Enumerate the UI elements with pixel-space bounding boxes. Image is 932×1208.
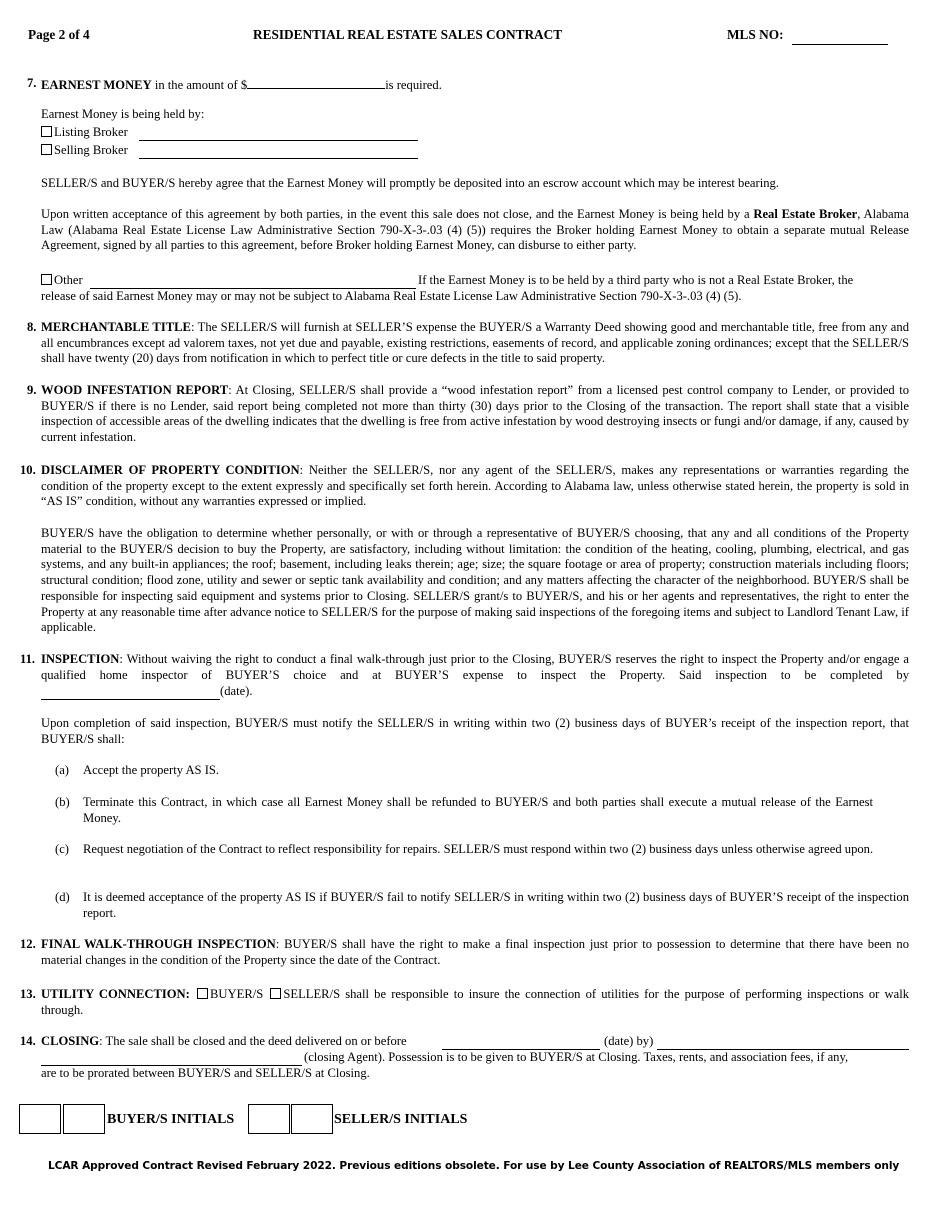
section-10-obligation-paragraph: BUYER/S have the obligation to determine whether personally, or with or through a representative of BUYER/S choosing, that any and all conditions of the Property material to the BUYER/S decision to buy the Property, are satisfactory, including without limitation: the condition of the heating, cooling, plumbing, electrical, and gas systems, and any built-in appliances; the roof; basement, including leaks therein; age; size; the square footage or area of property; construction materials including floors; structural condition; flood zone, utility and sewer or septic tank availability and condition; and any matters affecting the character of the neighborhood. BUYER/S shall be responsible for inspecting said equipment and systems prior to Closing. SELLER/S grant/s to BUYER/S, and his or her agents and representatives, the right to enter the Property at any reasonable time after advance notice to SELLER/S for the purpose of making said inspections of the foregoing items and subject to Landlord Tenant Law, if applicable. <box>41 526 909 635</box>
seller-initial-box-1[interactable] <box>248 1104 290 1134</box>
section-13-title: UTILITY CONNECTION <box>41 987 186 1001</box>
section-11-title: INSPECTION <box>41 652 120 666</box>
section-12-number: 12. <box>20 937 36 951</box>
section-12-paragraph <box>41 937 909 968</box>
listing-broker-label: Listing Broker <box>54 125 128 139</box>
option-c-text: Request negotiation of the Contract to reflect responsibility for repairs. SELLER/S must respond within two (2) business days unless otherwise agreed upon. <box>83 842 874 856</box>
section-9-text: : At Closing, SELLER/S shall provide a “wood infestation report” from a licensed pest control company to Lender, or provided to BUYER/S if there is no Lender, said report being completed not more than thirty (30) days prior to the Closing of the transaction. The report shall state that a visible inspection of accessible areas of the dwelling indicates that the dwelling is free from active infestation by wood destroying insects or fungi and/or damage, if any, caused by current infestation. <box>41 383 909 445</box>
section-12-text: : BUYER/S shall have the right to make a final inspection just prior to possession to determine that there have been no material changes in the condition of the Property since the date of the Contract. <box>41 937 909 967</box>
option-c-label: (c) <box>55 842 69 856</box>
section-7-number: 7. <box>27 76 37 90</box>
option-a-label: (a) <box>55 763 69 777</box>
section-9-title: WOOD INFESTATION REPORT <box>41 383 229 397</box>
document-title: RESIDENTIAL REAL ESTATE SALES CONTRACT <box>253 27 563 42</box>
section-7-text: in the amount of $ <box>151 78 248 92</box>
footer-notice: LCAR Approved Contract Revised February 2022. Previous editions obsolete. For use by Lee County Association of REALTORS/MLS members only <box>48 1160 900 1172</box>
section-10-title: DISCLAIMER OF PROPERTY CONDITION <box>41 463 300 477</box>
page-number: Page 2 of 4 <box>28 27 90 42</box>
section-11-text: : Without waiving the right to conduct a final walk-through just prior to the Closing, BUYER/S reserves the right to inspect the Property and/or engage a qualified home inspector of BUYER’S choice and at BUYER’S expense to inspect the Property. Said inspection to be completed by <box>41 652 909 682</box>
section-7-heading <box>41 76 911 94</box>
option-d-label: (d) <box>55 890 70 904</box>
option-b-label: (b) <box>55 795 70 809</box>
section-12-title: FINAL WALK-THROUGH INSPECTION <box>41 937 276 951</box>
section-13-text: shall be responsible to insure the connection of utilities for the purpose of performing inspections or walk through. <box>41 987 910 1017</box>
utility-seller-label: SELLER/S <box>283 987 341 1001</box>
seller-initial-box-2[interactable] <box>291 1104 333 1134</box>
release-text-broker: Real Estate Broker <box>753 207 858 221</box>
section-14-text: : The sale shall be closed and the deed delivered on or before <box>99 1034 407 1048</box>
selling-broker-checkbox[interactable] <box>41 144 52 155</box>
section-8-number: 8. <box>27 320 37 334</box>
section-10-paragraph <box>41 463 909 510</box>
release-text-c: , Alabama Law (Alabama Real Estate License Law Administrative Section 790-X-3-.03 (4) (5)) requires the Broker holding Earnest Money to obtain a separate mutual Release Agreement, signed by all parties to this agreement, before Broker holding Earnest Money, can disburse to either party. <box>41 207 909 253</box>
section-13-paragraph <box>41 987 909 1018</box>
utility-buyer-label: BUYER/S <box>210 987 264 1001</box>
mls-number-field[interactable] <box>792 44 888 45</box>
option-d-text: It is deemed acceptance of the property AS IS if BUYER/S fail to notify SELLER/S in writing within two (2) business days of BUYER’S receipt of the inspection report. <box>83 890 909 920</box>
section-13-number: 13. <box>20 987 36 1001</box>
listing-broker-checkbox[interactable] <box>41 126 52 137</box>
section-7-title: EARNEST MONEY <box>41 78 152 92</box>
selling-broker-option[interactable] <box>41 143 128 159</box>
escrow-paragraph: SELLER/S and BUYER/S hereby agree that the Earnest Money will promptly be deposited into an escrow account which may be interest bearing. <box>41 176 779 190</box>
section-13-colon: : <box>185 987 190 1001</box>
seller-initials-label: SELLER/S INITIALS <box>334 1112 468 1127</box>
closing-date-label: (date) by) <box>604 1034 654 1048</box>
other-option[interactable] <box>41 273 83 289</box>
earnest-amount-field[interactable] <box>247 76 385 89</box>
section-10-number: 10. <box>20 463 36 477</box>
buyer-initials-label: BUYER/S INITIALS <box>107 1112 235 1127</box>
other-checkbox[interactable] <box>41 274 52 285</box>
section-9-number: 9. <box>27 383 37 397</box>
section-8-text: : The SELLER/S will furnish at SELLER’S expense the BUYER/S a Warranty Deed showing good and merchantable title, free from any and all encumbrances except ad valorem taxes, not yet due and payable, existing restrictions, easements of record, and applicable zoning ordinances; except that the SELLER/S shall have twenty (20) days from notification in which to perfect title or cure defects in the title to said property. <box>41 320 909 366</box>
section-8-title: MERCHANTABLE TITLE <box>41 320 191 334</box>
mls-label: MLS NO: <box>727 27 784 42</box>
section-14-title: CLOSING <box>41 1034 100 1048</box>
option-a-text: Accept the property AS IS. <box>83 763 220 777</box>
buyer-initial-box-1[interactable] <box>19 1104 61 1134</box>
listing-broker-option[interactable] <box>41 125 128 141</box>
section-11-paragraph <box>41 652 909 683</box>
utility-seller-checkbox[interactable] <box>270 988 281 999</box>
section-8-paragraph <box>41 320 909 367</box>
inspection-date-label: (date). <box>220 684 253 698</box>
section-9-paragraph <box>41 383 909 446</box>
section-14-number: 14. <box>20 1034 36 1048</box>
selling-broker-field[interactable] <box>139 158 418 159</box>
inspection-date-field[interactable] <box>41 699 220 700</box>
section-7-required: is required. <box>385 78 442 92</box>
section-11-notify-paragraph: Upon completion of said inspection, BUYER/S must notify the SELLER/S in writing within two (2) business days of BUYER’s receipt of the inspection report, that BUYER/S shall: <box>41 716 909 746</box>
section-14-heading <box>41 1034 407 1050</box>
closing-agent-text: (closing Agent). Possession is to be given to BUYER/S at Closing. Taxes, rents, and association fees, if any, <box>304 1050 849 1064</box>
other-label: Other <box>54 273 83 287</box>
section-11-number: 11. <box>20 652 36 666</box>
selling-broker-label: Selling Broker <box>54 143 128 157</box>
other-release-text: release of said Earnest Money may or may not be subject to Alabama Real Estate License Law Administrative Section 790-X-3-.03 (4) (5). <box>41 289 742 303</box>
buyer-initial-box-2[interactable] <box>63 1104 105 1134</box>
closing-prorate-text: are to be prorated between BUYER/S and SELLER/S at Closing. <box>41 1066 370 1080</box>
option-b-text: Terminate this Contract, in which case all Earnest Money shall be refunded to BUYER/S and both parties shall execute a mutual release of the Earnest Money. <box>83 795 873 825</box>
utility-buyer-checkbox[interactable] <box>197 988 208 999</box>
held-by-label: Earnest Money is being held by: <box>41 107 205 121</box>
section-10-text: : Neither the SELLER/S, nor any agent of the SELLER/S, makes any representations or warranties regarding the condition of the property except to the extent expressly and specifically set forth herein. According to Alabama law, unless otherwise stated herein, the property is sold in “AS IS” condition, without any warranties expressed or implied. <box>41 463 909 509</box>
release-text-a: Upon written acceptance of this agreement by both parties, in the event this sale does not close, and the Earnest Money is being held by a <box>41 207 754 221</box>
listing-broker-field[interactable] <box>139 140 418 141</box>
other-third-party-text: If the Earnest Money is to be held by a third party who is not a Real Estate Broker, the <box>418 273 854 287</box>
release-paragraph <box>41 207 909 254</box>
